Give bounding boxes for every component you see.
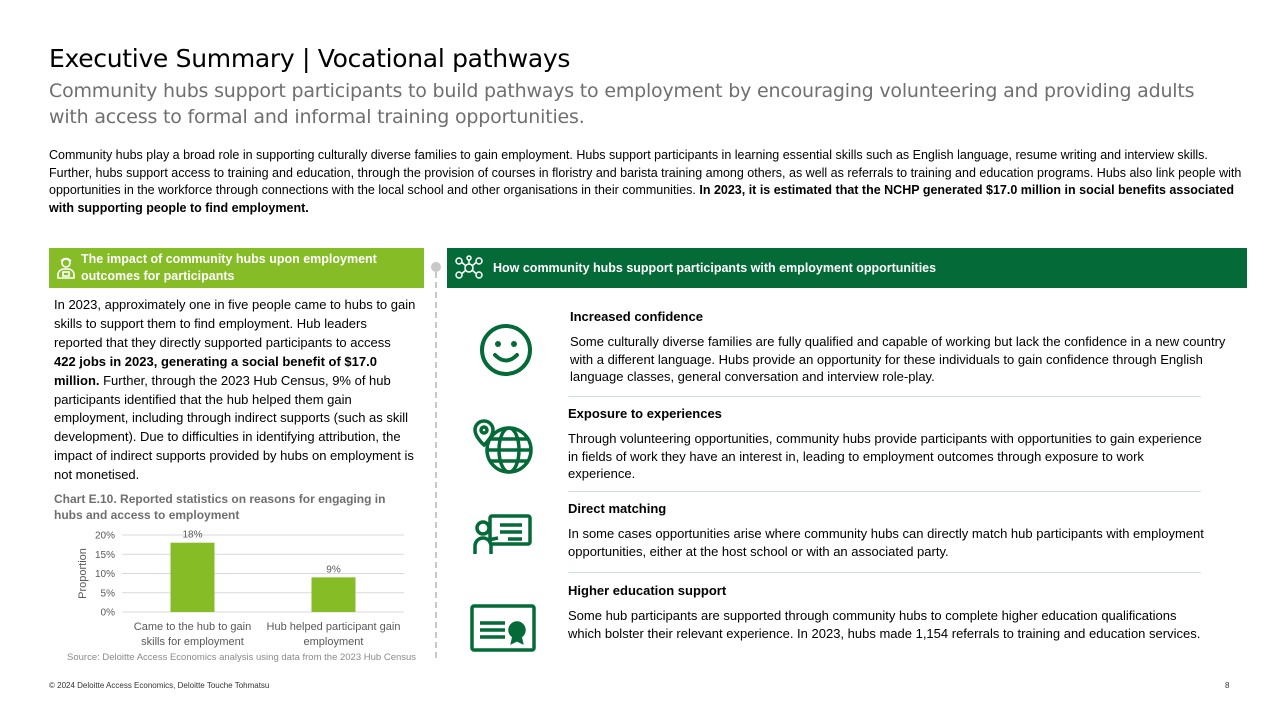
- y-tick-label: 20%: [94, 530, 115, 542]
- left-body-bold: 422 jobs in 2023, generating a social benefit of $17.0 million.: [54, 353, 377, 388]
- panel-divider-dot: [431, 262, 441, 272]
- left-body-text-2: Further, through the 2023 Hub Census, 9% of hub participants identified that the hub helped them gain employment, including through indirect supports (such as skill development). Due to difficulties in identifying attribution, the impact of indirect supports provided by hubs on employment is not monetised.: [54, 372, 414, 483]
- globe-location-icon: [472, 418, 534, 481]
- page-title: Executive Summary | Vocational pathways: [49, 44, 571, 73]
- y-tick-label: 15%: [94, 549, 115, 561]
- item-title: Increased confidence: [570, 309, 703, 324]
- network-icon: [447, 248, 491, 288]
- page-number: 8: [1225, 681, 1230, 690]
- y-tick-label: 0%: [100, 607, 115, 619]
- page-subtitle: Community hubs support participants to build pathways to employment by encouraging volunteering and providing adults with access to formal and informal training opportunities.: [49, 80, 1195, 128]
- footer-copyright: © 2024 Deloitte Access Economics, Deloitte Touche Tohmatsu: [49, 681, 270, 690]
- item-higher-education-support: [568, 583, 1208, 642]
- right-panel-header: [447, 248, 1247, 288]
- item-title: Exposure to experiences: [568, 406, 722, 421]
- x-category-label: Hub helped participant gain: [266, 621, 401, 633]
- item-separator: [568, 396, 1201, 397]
- y-tick-label: 10%: [94, 569, 115, 580]
- data-label: 9%: [326, 564, 341, 576]
- intro-bold-text: In 2023, it is estimated that the NCHP generated $17.0 million in social benefits associated with supporting people to find employment.: [49, 183, 1235, 215]
- item-increased-confidence: [570, 309, 1235, 386]
- smiley-face-icon: [478, 322, 534, 383]
- item-separator: [568, 491, 1201, 492]
- certificate-icon: [469, 603, 537, 658]
- chart-source: Source: Deloitte Access Economics analysis using data from the 2023 Hub Census: [67, 652, 417, 663]
- panel-divider: [435, 262, 437, 658]
- person-id-icon: [51, 248, 81, 288]
- item-text: Through volunteering opportunities, community hubs provide participants with opportunities to gain experience in fields of work they have an interest in, leading to employment outcomes through exposure to work experience.: [568, 431, 1202, 481]
- item-title: Higher education support: [568, 583, 727, 598]
- item-text: In some cases opportunities arise where community hubs can directly match hub participants with employment opportunities, either at the host school or with an associated party.: [568, 526, 1204, 559]
- bar-chart: [54, 522, 424, 652]
- item-direct-matching: [568, 501, 1208, 560]
- left-panel-heading: The impact of community hubs upon employment outcomes for participants: [81, 252, 377, 283]
- left-body-text-1: In 2023, approximately one in five people came to hubs to gain skills to support them to find employment. Hub leaders reported that they directly supported participants to access: [54, 297, 416, 350]
- item-separator: [568, 572, 1201, 573]
- person-presentation-icon: [472, 512, 534, 563]
- item-exposure-to-experiences: [568, 406, 1208, 483]
- data-label: 18%: [182, 529, 203, 541]
- x-category-label: employment: [303, 636, 364, 648]
- intro-paragraph: [49, 147, 1249, 217]
- left-panel-header: [49, 248, 424, 288]
- left-panel-body: [54, 296, 416, 485]
- bar: [171, 543, 215, 612]
- item-text: Some hub participants are supported through community hubs to complete higher education qualifications which bolster their relevant experience. In 2023, hubs made 1,154 referrals to training and education services.: [568, 608, 1201, 641]
- chart-title: Chart E.10. Reported statistics on reasons for engaging in hubs and access to employment: [54, 492, 386, 522]
- y-tick-label: 5%: [100, 588, 115, 600]
- item-text: Some culturally diverse families are fully qualified and capable of working but lack the confidence in a new country with a different language. Hubs provide an opportunity for these individuals to gain confidence through English language classes, general conversation and interview role-play.: [570, 334, 1226, 384]
- right-panel-heading: How community hubs support participants with employment opportunities: [493, 261, 937, 275]
- bar: [312, 577, 356, 612]
- x-category-label: skills for employment: [141, 636, 244, 648]
- intro-text: Community hubs play a broad role in supporting culturally diverse families to gain employment. Hubs support participants in learning essential skills such as English language, resume writing and interview skills. Further, hubs support access to training and education, through the provision of courses in floristry and barista training among others, as well as referrals to training and education programs. Hubs also link people with opportunities in the workforce through connections with the local school and other organisations in their communities.: [49, 148, 1242, 197]
- item-title: Direct matching: [568, 501, 667, 516]
- y-axis-label: Proportion: [77, 548, 89, 599]
- x-category-label: Came to the hub to gain: [133, 621, 252, 633]
